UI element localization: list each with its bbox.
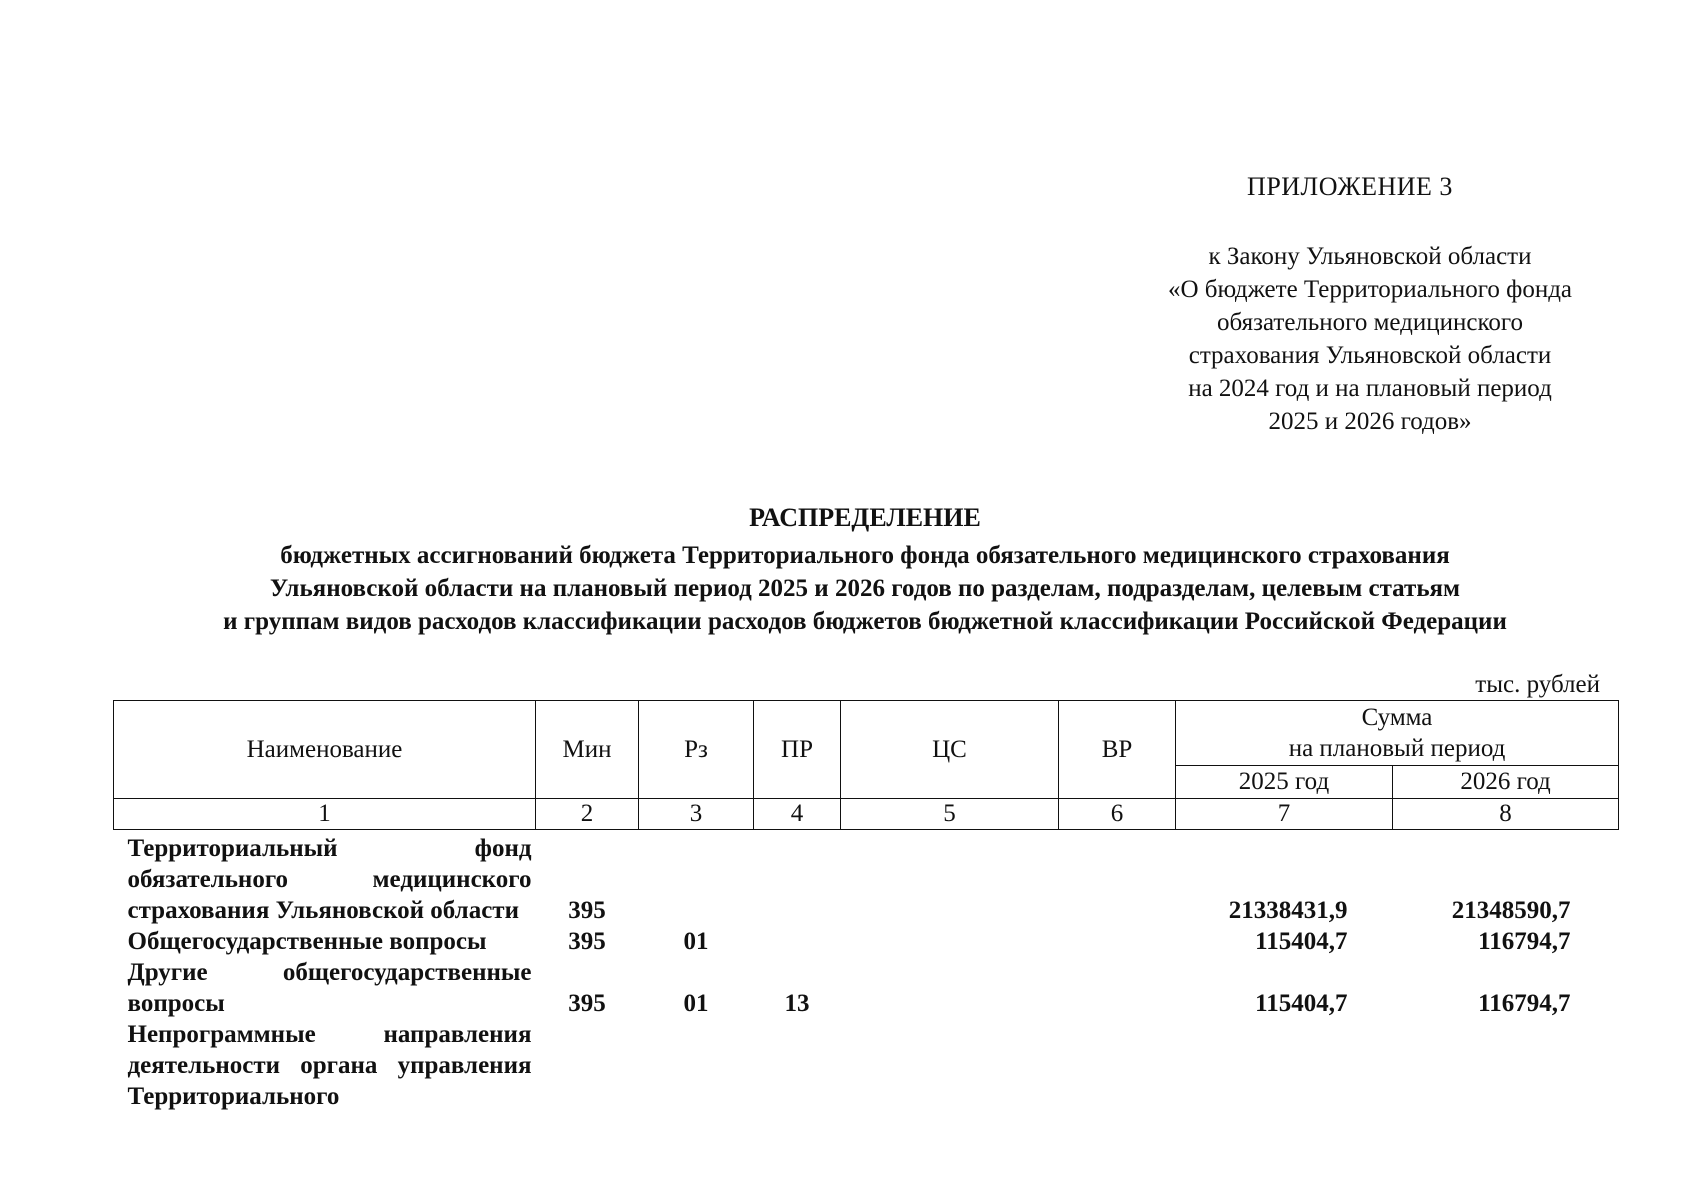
- subtitle-line: и группам видов расходов классификации расходов бюджетов бюджетной классификации Российской Федерации: [223, 608, 1507, 635]
- row-pr: [754, 926, 841, 957]
- row-min: 395: [568, 990, 606, 1017]
- column-number: 7: [1176, 799, 1393, 830]
- appendix-reference-line: на 2024 год и на плановый период: [1188, 375, 1552, 402]
- subtitle-line: Ульяновской области на плановый период 2025 и 2026 годов по разделам, подразделам, целевым статьям: [269, 575, 1461, 602]
- appendix-reference-line: к Закону Ульяновской области: [1208, 243, 1532, 270]
- table-row: [114, 957, 1619, 1019]
- row-sum-2026: 116794,7: [1478, 928, 1571, 955]
- row-min: [536, 1019, 639, 1112]
- row-rz: 01: [683, 928, 709, 955]
- header-sum-line: на плановый период: [1288, 735, 1506, 762]
- document-subtitle: [100, 539, 1630, 638]
- row-name: Общегосударственные вопросы: [127, 928, 487, 955]
- row-rz: [639, 830, 754, 927]
- column-number: 6: [1059, 799, 1176, 830]
- row-sum-2025: [1176, 1019, 1393, 1112]
- column-number: 5: [841, 799, 1059, 830]
- appendix-reference-line: 2025 и 2026 годов»: [1268, 408, 1472, 435]
- table-row: [114, 830, 1619, 927]
- header-year-2026: 2026 год: [1393, 766, 1619, 799]
- row-rz: [639, 1019, 754, 1112]
- row-sum-2025: 115404,7: [1255, 928, 1348, 955]
- row-cs: [841, 926, 1059, 957]
- table-row: [114, 926, 1619, 957]
- document-heading: РАСПРЕДЕЛЕНИЕ: [749, 503, 981, 532]
- column-number: 4: [754, 799, 841, 830]
- header-pr: ПР: [754, 701, 841, 799]
- row-sum-2026: [1393, 1019, 1619, 1112]
- row-vr: [1059, 957, 1176, 1019]
- appendix-reference: [1110, 240, 1630, 438]
- appendix-reference-line: обязательного медицинского: [1216, 309, 1523, 336]
- row-sum-2025: 115404,7: [1255, 990, 1348, 1017]
- table-row: [114, 1019, 1619, 1112]
- header-year-2025: 2025 год: [1176, 766, 1393, 799]
- column-number: 2: [536, 799, 639, 830]
- row-rz: 01: [683, 990, 709, 1017]
- row-pr: [754, 830, 841, 927]
- row-pr: [754, 1019, 841, 1112]
- row-min: 395: [568, 897, 606, 924]
- row-min: 395: [568, 928, 606, 955]
- appendix-reference-line: страхования Ульяновской области: [1188, 342, 1552, 369]
- budget-table: [113, 700, 1619, 1112]
- row-name: Другие общегосударственные вопросы: [127, 959, 532, 1017]
- header-rz: Рз: [639, 701, 754, 799]
- header-sum: [1176, 701, 1619, 766]
- header-min: Мин: [536, 701, 639, 799]
- header-vr: ВР: [1059, 701, 1176, 799]
- row-cs: [841, 1019, 1059, 1112]
- appendix-title: ПРИЛОЖЕНИЕ 3: [1247, 172, 1453, 201]
- row-name: Непрограммные направления деятельности органа управления Территориального: [127, 1021, 532, 1110]
- units-label: тыс. рублей: [1475, 671, 1600, 698]
- column-number: 1: [114, 799, 536, 830]
- row-vr: [1059, 1019, 1176, 1112]
- column-number: 3: [639, 799, 754, 830]
- row-pr: 13: [784, 990, 810, 1017]
- row-cs: [841, 830, 1059, 927]
- row-sum-2026: 21348590,7: [1451, 897, 1571, 924]
- row-sum-2025: 21338431,9: [1228, 897, 1348, 924]
- appendix-reference-line: «О бюджете Территориального фонда: [1167, 276, 1573, 303]
- row-vr: [1059, 926, 1176, 957]
- header-cs: ЦС: [841, 701, 1059, 799]
- row-cs: [841, 957, 1059, 1019]
- row-name: Территориальный фонд обязательного медицинского страхования Ульяновской области: [127, 835, 532, 924]
- subtitle-line: бюджетных ассигнований бюджета Территориального фонда обязательного медицинского страхования: [280, 542, 1450, 569]
- header-sum-line: Сумма: [1361, 704, 1433, 731]
- row-sum-2026: 116794,7: [1478, 990, 1571, 1017]
- column-number: 8: [1393, 799, 1619, 830]
- row-vr: [1059, 830, 1176, 927]
- header-name: Наименование: [114, 701, 536, 799]
